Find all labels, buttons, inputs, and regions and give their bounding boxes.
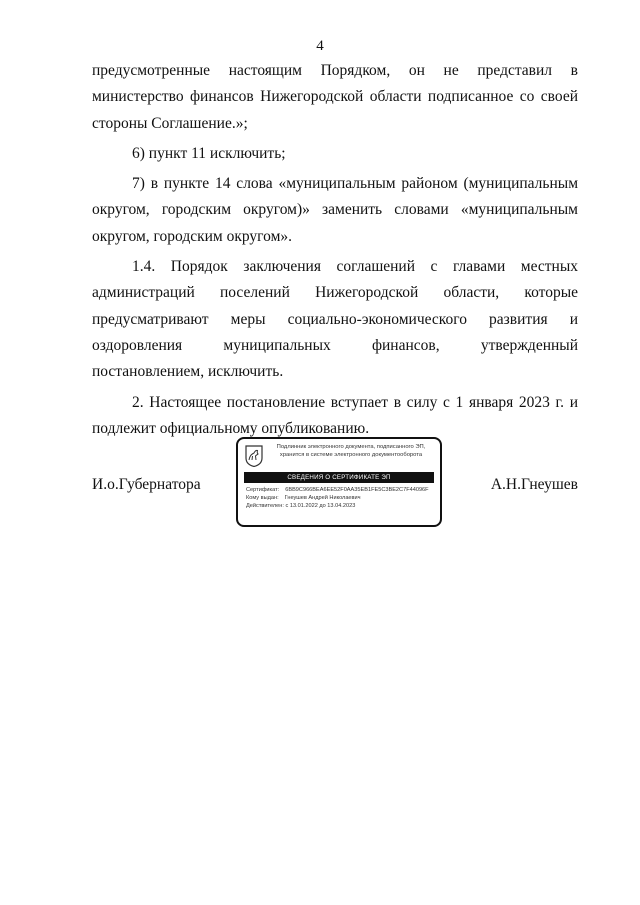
- validity-row: Действителен: с 13.01.2022 до 13.04.2023: [246, 502, 356, 509]
- paragraph: 7) в пункте 14 слова «муниципальным районом (муниципальным округом, городским округом)» заменить словами «муниципальным округом, городским округом».: [92, 175, 578, 245]
- certificate-details: [246, 487, 432, 510]
- paragraph: предусмотренные настоящим Порядком, он не представил в министерство финансов Нижегородской области подписанное со своей стороны Соглашение.»;: [92, 62, 578, 132]
- page-number: 4: [316, 38, 324, 54]
- certificate-value: 6BB9C966BEA6EE52F0AA35EB1FE5C3BE2C7F44096F: [285, 487, 429, 493]
- paragraph: 1.4. Порядок заключения соглашений с главами местных администраций поселений Нижегородской области, которые предусматривают меры социально-экономического развития и оздоровления муниципальных финансов, утвержденный постановлением, исключить.: [92, 258, 578, 381]
- signatory-position: И.о.Губернатора: [92, 476, 201, 493]
- certificate-row: [246, 487, 432, 495]
- owner-row: [246, 495, 432, 503]
- electronic-signature-stamp: [236, 437, 442, 527]
- certificate-label: Сертификат:: [246, 487, 280, 493]
- owner-value: Гнеушев Андрей Николаевич: [284, 494, 361, 501]
- paragraph: 6) пункт 11 исключить;: [132, 144, 286, 162]
- document-body: [92, 58, 578, 442]
- stamp-header: СВЕДЕНИЯ О СЕРТИФИКАТЕ ЭП: [244, 472, 434, 483]
- signatory-name: А.Н.Гнеушев: [490, 476, 578, 493]
- owner-label: Кому выдан:: [246, 494, 279, 501]
- stamp-notice: Подлинник электронного документа, подписанного ЭП, хранится в системе электронного документооборота: [276, 444, 426, 458]
- coat-of-arms-icon: [245, 445, 263, 467]
- paragraph: 2. Настоящее постановление вступает в силу с 1 января 2023 г. и подлежит официальному опубликованию.: [92, 393, 578, 437]
